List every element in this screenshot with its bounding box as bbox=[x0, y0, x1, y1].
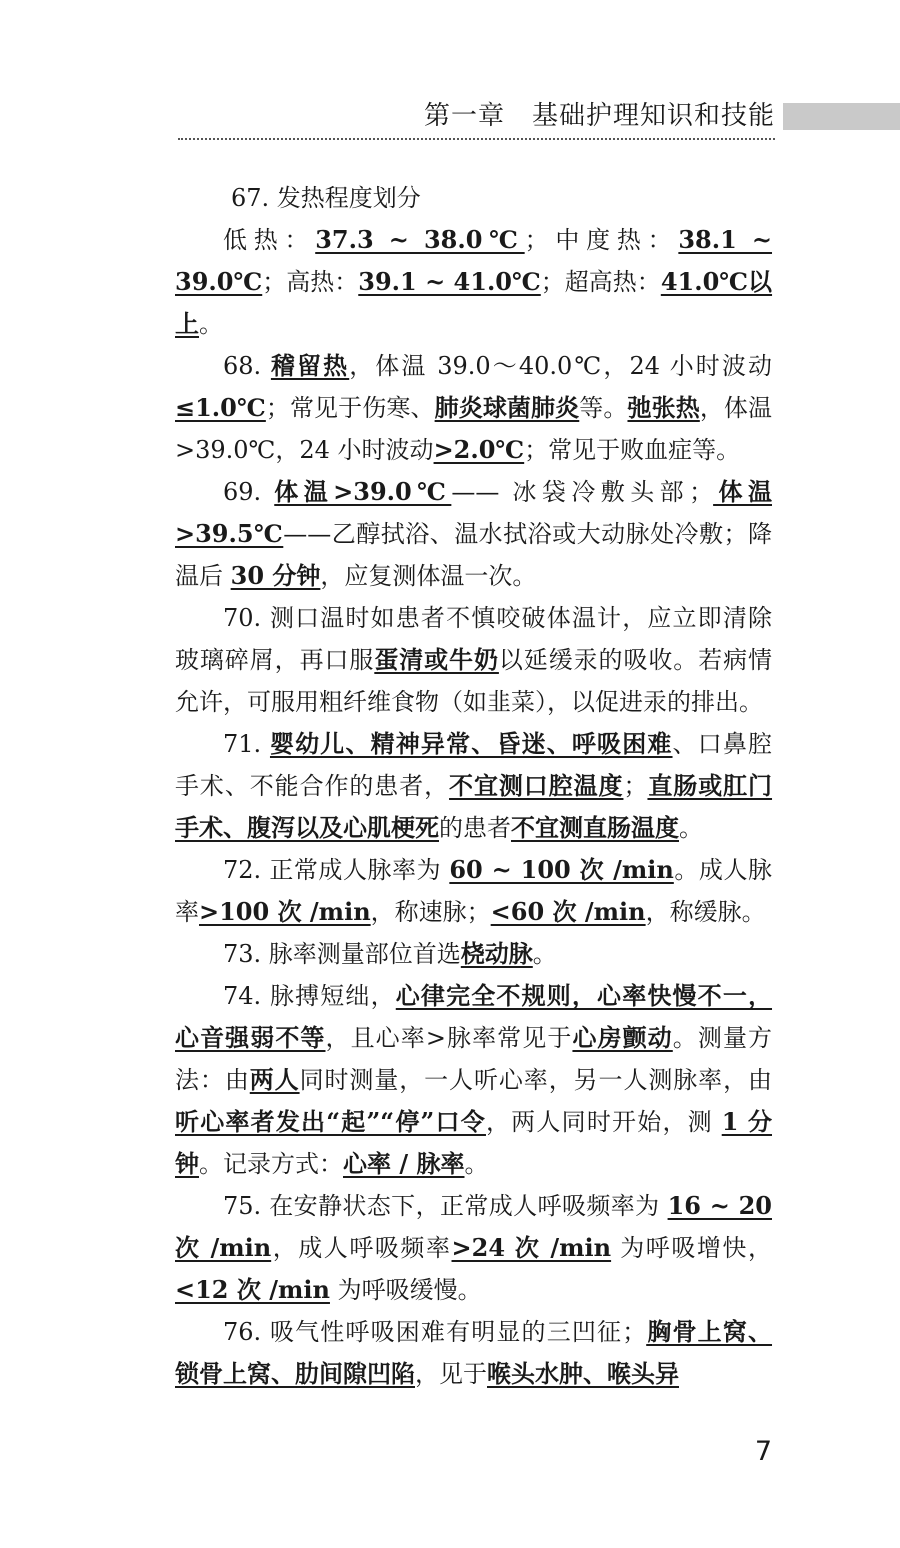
text-run: 以延缓汞的吸收。若病情允许，可服用粗纤维食物（如韭菜），以促进汞的排出。 bbox=[175, 646, 773, 716]
text-run: 。记录方式： bbox=[199, 1150, 343, 1178]
key-term: 直肠或肛门手术、腹泻以及心肌梗死 bbox=[175, 771, 773, 842]
text-run: 73. 脉率测量部位首选 bbox=[223, 940, 461, 968]
key-term: 两人 bbox=[249, 1065, 300, 1094]
text-run: 。成人脉率 bbox=[175, 856, 772, 926]
text-run: 70. 测口温时如患者不慎咬破体温计，应立即清除玻璃碎屑，再口服 bbox=[175, 604, 772, 674]
paragraph-p76 bbox=[175, 1311, 772, 1395]
text-run: 72. 正常成人脉率为 bbox=[223, 856, 450, 884]
text-run: ，体温>39.0℃，24 小时波动 bbox=[175, 394, 773, 464]
paragraph-p67 bbox=[175, 177, 772, 219]
text-run: ；中度热： bbox=[524, 226, 679, 254]
text-run: 低热： bbox=[223, 226, 316, 254]
key-term: 41.0℃以上 bbox=[175, 267, 773, 338]
key-term: 38.1 ~ 39.0℃ bbox=[175, 225, 773, 296]
key-term: 不宜测口腔温度 bbox=[449, 771, 624, 800]
key-term: 16 ~ 20 次 /min bbox=[175, 1191, 772, 1262]
chapter-tab-marker bbox=[783, 103, 900, 130]
text-run: ，应复测体温一次。 bbox=[320, 562, 537, 590]
key-term: 1 分钟 bbox=[175, 1107, 772, 1178]
paragraph-p67b bbox=[175, 219, 772, 345]
paragraph-p69 bbox=[175, 471, 772, 597]
key-term: 听心率者发出“起”“停”口令 bbox=[175, 1107, 486, 1136]
text-run: 74. 脉搏短绌， bbox=[223, 982, 396, 1010]
text-run: 。 bbox=[532, 940, 557, 968]
chapter-title: 第一章 基础护理知识和技能 bbox=[423, 101, 775, 131]
text-run: 为呼吸缓慢。 bbox=[329, 1276, 482, 1304]
text-run: ，两人同时开始，测 bbox=[485, 1108, 722, 1136]
text-run: 等。 bbox=[579, 394, 628, 422]
text-run: 71. bbox=[223, 730, 270, 758]
key-term: 稽留热 bbox=[270, 351, 350, 380]
key-term: 60 ~ 100 次 /min bbox=[449, 855, 674, 884]
key-term: >2.0℃ bbox=[433, 435, 525, 464]
paragraph-p70 bbox=[175, 597, 772, 723]
text-run: 为呼吸增快， bbox=[611, 1234, 772, 1262]
key-term: 不宜测直肠温度 bbox=[511, 813, 679, 842]
key-term: <12 次 /min bbox=[175, 1275, 330, 1304]
key-term: 体温>39.0℃ bbox=[274, 477, 452, 506]
key-term: 心房颤动 bbox=[572, 1023, 673, 1052]
page-number: 7 bbox=[754, 1436, 772, 1467]
text-run: ，称速脉； bbox=[370, 898, 491, 926]
text-run: 68. bbox=[223, 352, 271, 380]
key-term: 婴幼儿、精神异常、昏迷、呼吸困难 bbox=[269, 729, 673, 758]
running-header bbox=[178, 96, 775, 136]
key-term: 心率 / 脉率 bbox=[343, 1149, 465, 1178]
key-term: >100 次 /min bbox=[199, 897, 371, 926]
key-term: >24 次 /min bbox=[451, 1233, 612, 1262]
text-run: 75. 在安静状态下，正常成人呼吸频率为 bbox=[223, 1192, 668, 1220]
text-run: ，体温 39.0～40.0℃，24 小时波动 bbox=[349, 352, 773, 380]
text-run: 。 bbox=[464, 1150, 489, 1178]
text-run: ，见于 bbox=[415, 1360, 487, 1388]
text-run: 同时测量，一人听心率，另一人测脉率，由 bbox=[299, 1066, 773, 1094]
key-term: 蛋清或牛奶 bbox=[374, 645, 499, 674]
paragraph-p72 bbox=[175, 849, 772, 933]
body-text bbox=[175, 177, 772, 1395]
paragraph-p73 bbox=[175, 933, 772, 975]
text-run: ——乙醇拭浴、温水拭浴或大动脉处冷敷；降温后 bbox=[175, 520, 773, 590]
text-run: ； bbox=[623, 772, 648, 800]
header-divider bbox=[178, 138, 775, 140]
key-term: 胸骨上窝、锁骨上窝、肋间隙凹陷 bbox=[175, 1317, 773, 1388]
text-run: 。测量方法：由 bbox=[175, 1024, 773, 1094]
paragraph-p71 bbox=[175, 723, 772, 849]
key-term: 肺炎球菌肺炎 bbox=[434, 393, 580, 422]
key-term: 39.1 ~ 41.0℃ bbox=[358, 267, 541, 296]
text-run: ；常见于败血症等。 bbox=[524, 436, 741, 464]
text-run: ，且心率>脉率常见于 bbox=[325, 1024, 573, 1052]
text-run: 69. bbox=[223, 478, 275, 506]
text-run: 的患者 bbox=[439, 814, 511, 842]
text-run: 。 bbox=[199, 310, 223, 338]
text-run: 。 bbox=[679, 814, 703, 842]
paragraph-p75 bbox=[175, 1185, 772, 1311]
text-run: —— 冰袋冷敷头部； bbox=[451, 478, 714, 506]
text-run: ；常见于伤寒、 bbox=[265, 394, 435, 422]
paragraph-p68 bbox=[175, 345, 772, 471]
key-term: 体温>39.5℃ bbox=[175, 477, 772, 548]
text-run: 76. 吸气性呼吸困难有明显的三凹征； bbox=[223, 1318, 647, 1346]
text-run: 、口鼻腔手术、不能合作的患者， bbox=[175, 730, 773, 800]
text-run: ，成人呼吸频率 bbox=[271, 1234, 452, 1262]
text-run: ，称缓脉。 bbox=[645, 898, 766, 926]
key-term: <60 次 /min bbox=[490, 897, 646, 926]
key-term: ≤1.0℃ bbox=[175, 393, 266, 422]
key-term: 37.3 ~ 38.0℃ bbox=[315, 225, 525, 254]
key-term: 30 分钟 bbox=[230, 561, 321, 590]
paragraph-p74 bbox=[175, 975, 772, 1185]
text-run: ；超高热： bbox=[540, 268, 661, 296]
text-run: ；高热： bbox=[262, 268, 359, 296]
text-run: 67. 发热程度划分 bbox=[231, 184, 421, 212]
key-term: 心律完全不规则，心率快慢不一，心音强弱不等 bbox=[175, 981, 773, 1052]
key-term: 弛张热 bbox=[627, 393, 700, 422]
key-term: 桡动脉 bbox=[460, 939, 533, 968]
key-term: 喉头水肿、喉头异 bbox=[487, 1359, 679, 1388]
